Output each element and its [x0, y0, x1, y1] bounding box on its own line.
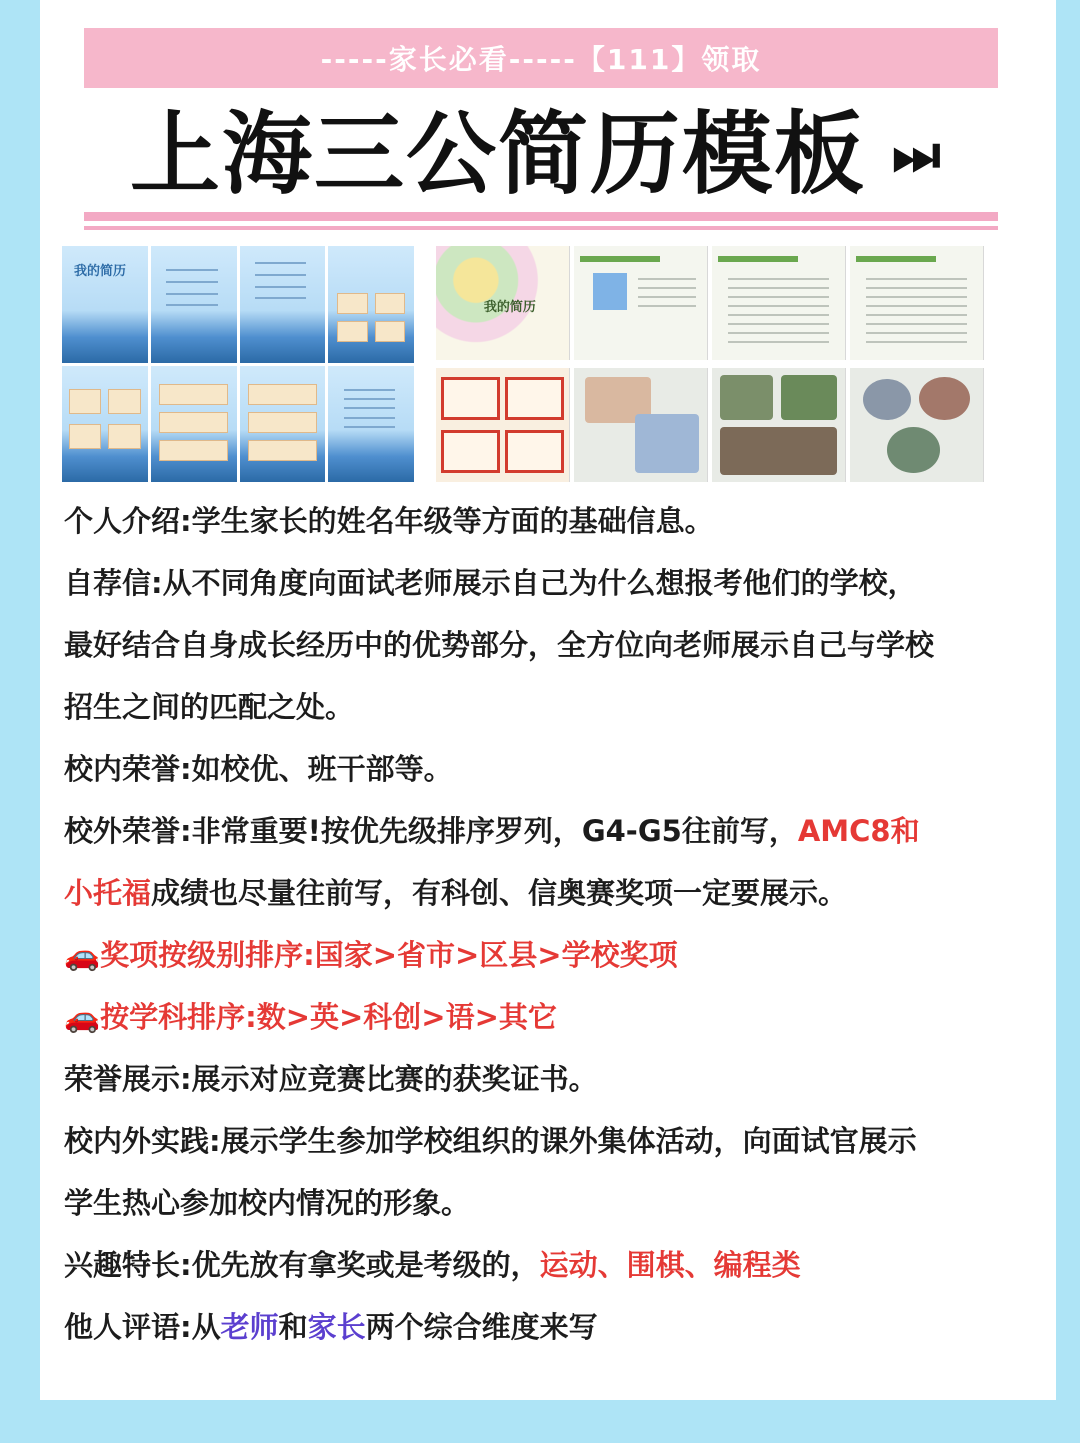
highlight-amc8: AMC8和	[797, 814, 920, 848]
page-title	[130, 100, 960, 210]
cover-label: 我的简历	[483, 300, 536, 316]
template-page	[328, 366, 414, 483]
template-page	[850, 246, 984, 360]
text-line: 校内荣誉:如校优、班干部等。	[64, 752, 453, 786]
highlight-teacher: 老师	[220, 1310, 279, 1344]
text-line: 招生之间的匹配之处。	[64, 690, 355, 724]
photo-page	[850, 368, 984, 482]
highlight-toefl: 小托福	[64, 876, 152, 910]
template-page	[240, 246, 326, 363]
cover-label: 我的简历	[74, 264, 127, 279]
car-icon: 🚗	[64, 1000, 101, 1034]
resume-guide-text	[64, 490, 1044, 1358]
highlight-hobbies: 运动、围棋、编程类	[539, 1248, 801, 1282]
text-line: 他人评语:从老师和家长两个综合维度来写	[64, 1310, 598, 1344]
text-line-award-order: 🚗奖项按级别排序:国家>省市>区县>学校奖项	[64, 938, 678, 972]
text-line: 校内外实践:展示学生参加学校组织的课外集体活动，向面试官展示	[64, 1124, 917, 1158]
template-page	[240, 366, 326, 483]
page-title-text: 上海三公简历模板	[130, 102, 866, 207]
title-underline-thin	[84, 226, 998, 230]
template-page	[62, 366, 148, 483]
template-page	[328, 246, 414, 363]
text-line: 荣誉展示:展示对应竞赛比赛的获奖证书。	[64, 1062, 598, 1096]
text-line: 小托福成绩也尽量往前写，有科创、信奥赛奖项一定要展示。	[64, 876, 848, 910]
text-line-subject-order: 🚗按学科排序:数>英>科创>语>其它	[64, 1000, 557, 1034]
green-template-collage	[436, 246, 984, 482]
text-line: 个人介绍:学生家长的姓名年级等方面的基础信息。	[64, 504, 714, 538]
photo-page	[574, 368, 708, 482]
text-line: 校外荣誉:非常重要!按优先级排序罗列，G4-G5往前写，AMC8和	[64, 814, 920, 848]
text-line: 最好结合自身成长经历中的优势部分，全方位向老师展示自己与学校	[64, 628, 935, 662]
certificate-page	[436, 368, 570, 482]
template-page-cover	[436, 246, 570, 360]
text-line: 学生热心参加校内情况的形象。	[64, 1186, 471, 1220]
car-icon: 🚗	[64, 938, 101, 972]
photo-page	[712, 368, 846, 482]
highlight-parent: 家长	[307, 1310, 366, 1344]
text-line: 自荐信:从不同角度向面试老师展示自己为什么想报考他们的学校，	[64, 566, 917, 600]
template-page	[574, 246, 708, 360]
template-page	[151, 366, 237, 483]
title-underline	[84, 212, 998, 221]
template-page	[151, 246, 237, 363]
header-banner: -----家长必看-----【111】领取	[84, 28, 998, 88]
text-line: 兴趣特长:优先放有拿奖或是考级的，运动、围棋、编程类	[64, 1248, 801, 1282]
fast-forward-icon: ⏭	[892, 123, 941, 186]
blue-template-collage	[62, 246, 414, 482]
template-page-cover	[62, 246, 148, 363]
template-page	[712, 246, 846, 360]
